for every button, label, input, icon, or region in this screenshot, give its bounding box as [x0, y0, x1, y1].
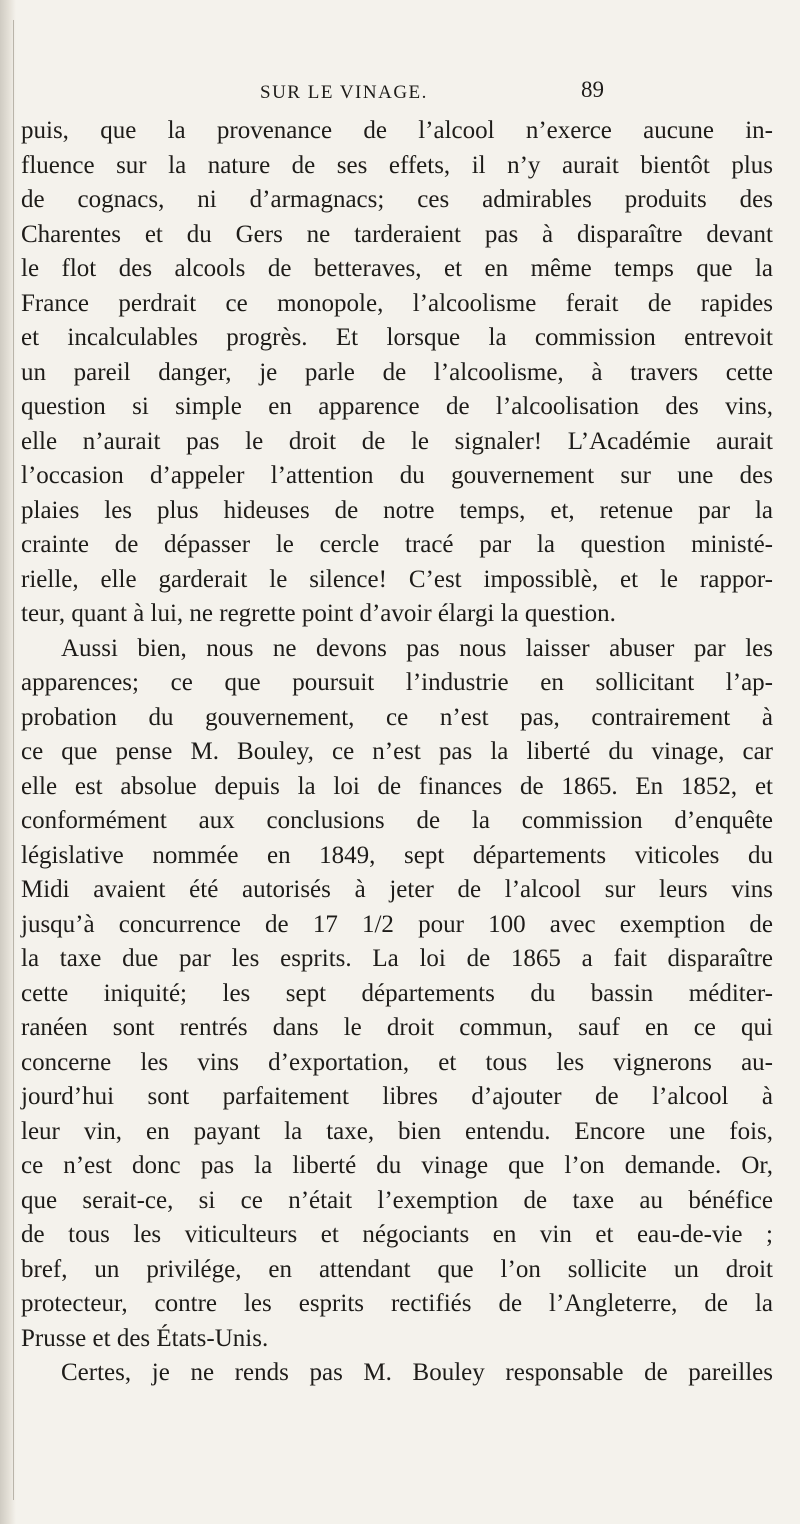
binding-line [13, 20, 14, 1500]
text-line: puis, que la provenance de l’alcool n’exerce aucune in- [21, 117, 773, 144]
text-line: l’occasion d’appeler l’attention du gouvernement sur une des [21, 462, 773, 489]
text-line: la taxe due par les esprits. La loi de 1865 a fait disparaître [21, 945, 773, 972]
text-line: rielle, elle garderait le silence! C’est impossiblè, et le rappor- [21, 565, 773, 593]
text-line: le flot des alcools de betteraves, et en même temps que la [21, 255, 773, 282]
text-line: Certes, je ne rends pas M. Bouley responsable de pareilles [61, 1359, 773, 1386]
text-line: législative nommée en 1849, sept départements viticoles du [21, 841, 773, 869]
text-line: question si simple en apparence de l’alcoolisation des vins, [21, 393, 773, 420]
text-line: conformément aux conclusions de la commission d’enquête [21, 807, 773, 834]
text-line: leur vin, en payant la taxe, bien entendu. Encore une fois, [21, 1117, 773, 1145]
text-line: ranéen sont rentrés dans le droit commun, sauf en ce qui [21, 1014, 773, 1041]
text-line: Prusse et des États-Unis. [21, 1324, 269, 1352]
text-line: que serait-ce, si ce n’était l’exemption de taxe au bénéfice [21, 1186, 773, 1214]
text-line: bref, un privilége, en attendant que l’on sollicite un droit [21, 1255, 773, 1283]
text-line: Charentes et du Gers ne tarderaient pas à disparaître devant [21, 220, 773, 248]
text-line: ce que pense M. Bouley, ce n’est pas la liberté du vinage, car [21, 738, 773, 765]
text-line: un pareil danger, je parle de l’alcoolisme, à travers cette [21, 358, 773, 386]
text-line: apparences; ce que poursuit l’industrie en sollicitant l’ap- [21, 669, 773, 696]
text-line: et incalculables progrès. Et lorsque la commission entrevoit [21, 324, 773, 351]
text-line: fluence sur la nature de ses effets, il n’y aurait bientôt plus [21, 151, 773, 179]
text-line: jourd’hui sont parfaitement libres d’ajouter de l’alcool à [21, 1083, 773, 1110]
text-line: teur, quant à lui, ne regrette point d’avoir élargi la question. [21, 600, 616, 627]
text-line: elle n’aurait pas le droit de le signaler! L’Académie aurait [21, 427, 773, 455]
text-line: jusqu’à concurrence de 17 1/2 pour 100 avec exemption de [21, 910, 773, 938]
page-number: 89 [581, 77, 604, 102]
body-text [21, 114, 773, 1391]
text-line: cette iniquité; les sept départements du bassin méditer- [21, 979, 773, 1007]
running-title: SUR LE VINAGE. [260, 82, 428, 103]
text-line: probation du gouvernement, ce n’est pas, contrairement à [21, 703, 773, 731]
running-head [236, 77, 796, 110]
text-line: de cognacs, ni d’armagnacs; ces admirables produits des [21, 186, 773, 213]
text-line: Aussi bien, nous ne devons pas nous laisser abuser par les [61, 634, 773, 662]
text-line: France perdrait ce monopole, l’alcoolisme ferait de rapides [21, 289, 773, 317]
text-line: protecteur, contre les esprits rectifiés de l’Angleterre, de la [21, 1290, 773, 1317]
text-line: plaies les plus hideuses de notre temps, et, retenue par la [21, 496, 773, 524]
text-line: Midi avaient été autorisés à jeter de l’alcool sur leurs vins [21, 876, 773, 903]
text-line: elle est absolue depuis la loi de finances de 1865. En 1852, et [21, 772, 773, 800]
text-line: crainte de dépasser le cercle tracé par la question ministé- [21, 531, 773, 558]
text-line: ce n’est donc pas la liberté du vinage que l’on demande. Or, [21, 1152, 773, 1179]
text-line: concerne les vins d’exportation, et tous les vignerons au- [21, 1048, 773, 1076]
text-line: de tous les viticulteurs et négociants en vin et eau-de-vie ; [21, 1221, 773, 1248]
